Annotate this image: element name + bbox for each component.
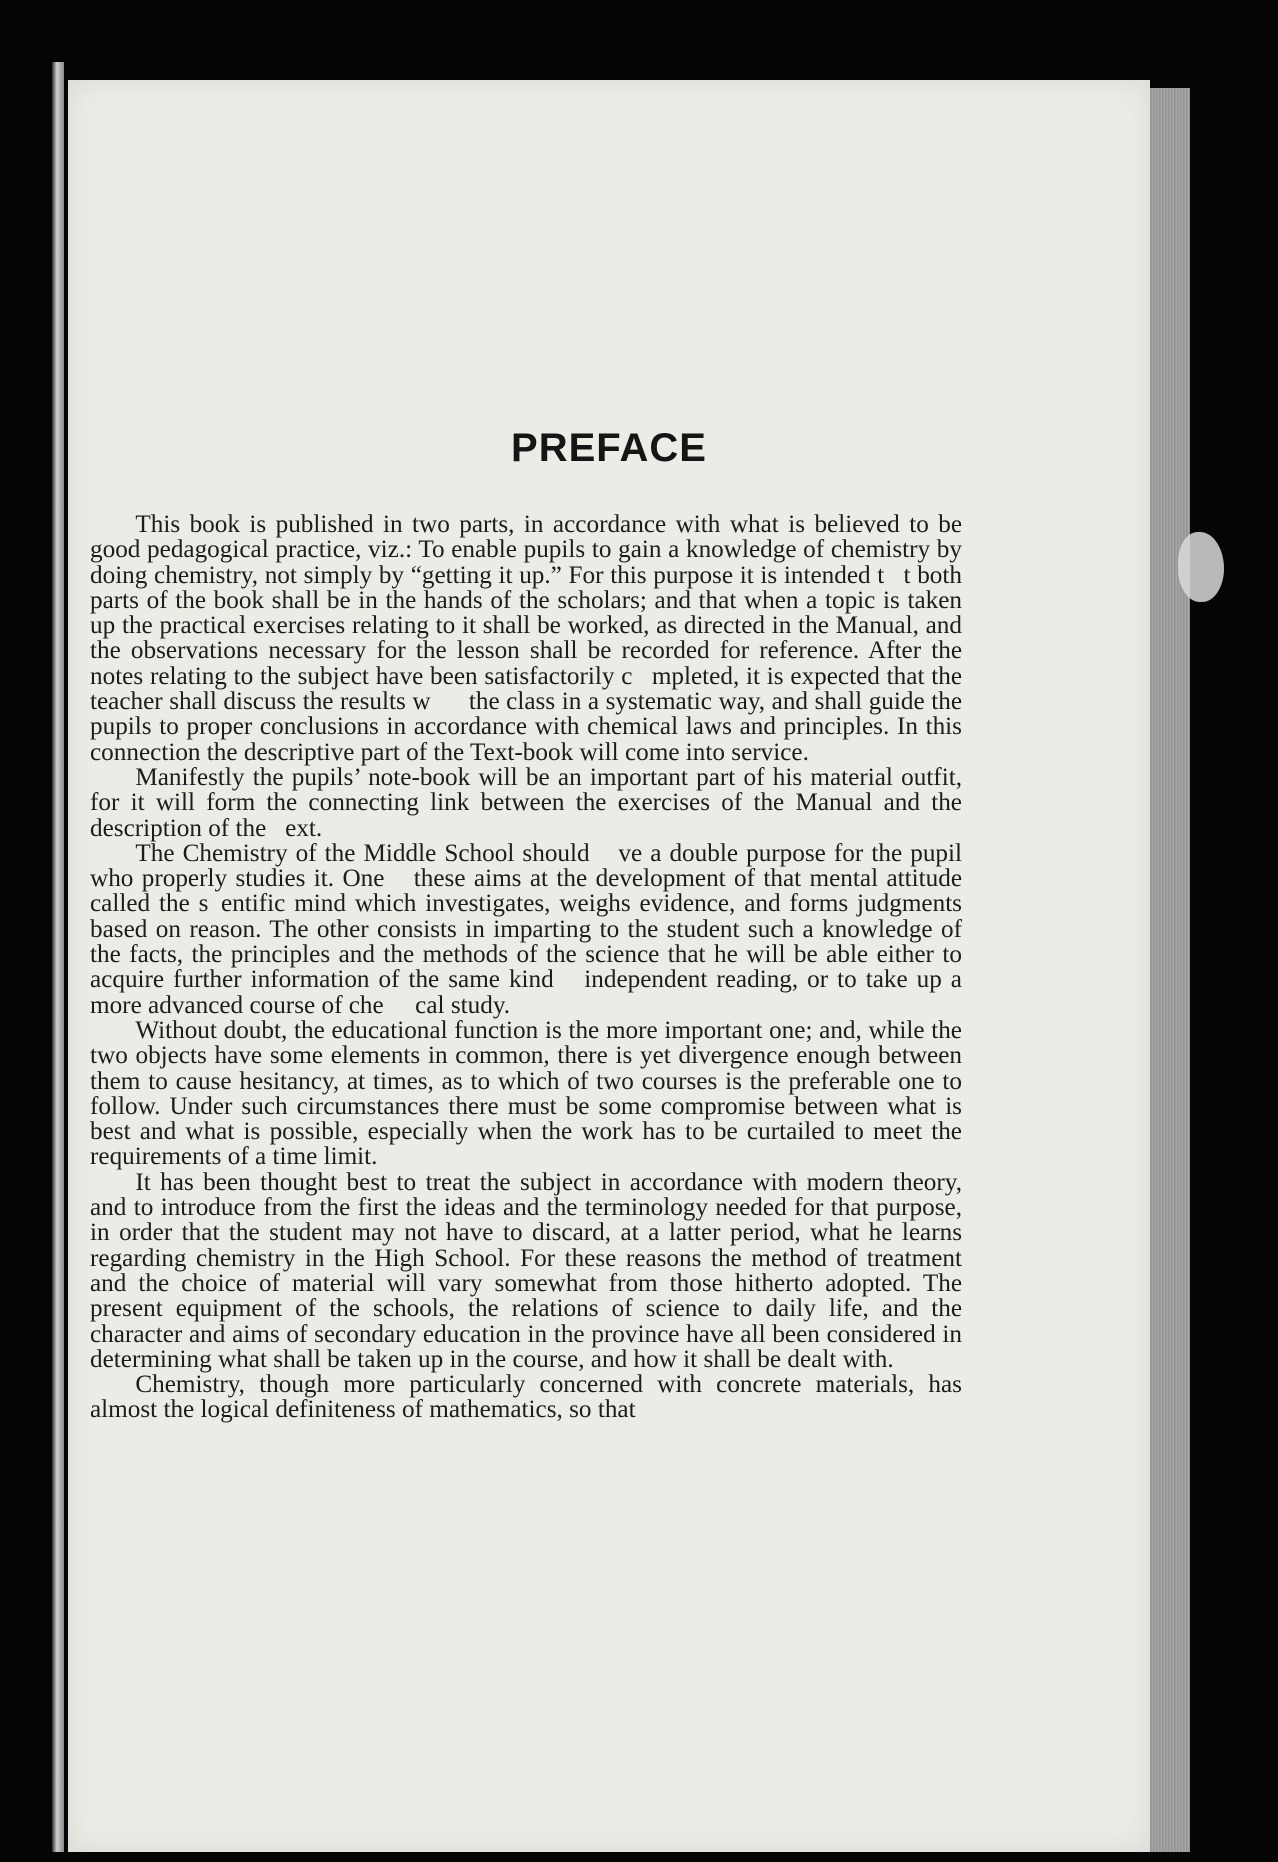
paragraph: Manifestly the pupils’ note-book will be an important part of his material outfit, for it will form the connecting link between the exercises of the Manual and the description of the ext. xyxy=(90,763,962,842)
page-sheet xyxy=(68,80,1150,1852)
scan-artifact xyxy=(1178,532,1224,602)
paragraph: Without doubt, the educational function is the more important one; and, while the two objects have some elements in common, there is yet divergence enough between them to cause hesitancy, at times, as to which of two courses is the preferable one to follow. Under such circumstances there must be some compromise between what is best and what is possible, especially when the work has to be curtailed to meet the requirements of a time limit. xyxy=(90,1016,962,1171)
paragraph: The Chemistry of the Middle School should ve a double purpose for the pupil who properly studies it. One these aims at the development of that mental attitude called the s entific mind which investigates, weighs evidence, and forms judgments based on reason. The other consists in imparting to the student such a knowledge of the facts, the principles and the methods of the science that he will be able either to acquire further information of the same kind independent reading, or to take up a more advanced course of che cal study. xyxy=(90,839,962,1019)
preface-body xyxy=(90,512,962,1423)
paragraph: Chemistry, though more particularly concerned with concrete materials, has almost the logical definiteness of mathematics, so that xyxy=(90,1371,962,1424)
paragraph: It has been thought best to treat the subject in accordance with modern theory, and to introduce from the first the ideas and the terminology needed for that purpose, in order that the student may not have to discard, at a latter period, what he learns regarding chemistry in the High School. For these reasons the method of treatment and the choice of material will vary somewhat from those hitherto adopted. The present equipment of the schools, the relations of science to daily life, and the character and aims of secondary education in the province have all been considered in determining what shall be taken up in the course, and how it shall be dealt with. xyxy=(90,1168,962,1373)
book-spine-edge xyxy=(52,62,64,1852)
paragraph: This book is published in two parts, in accordance with what is believed to be good pedagogical practice, viz.: To enable pupils to gain a knowledge of chemistry by doing chemistry, not simply by “getting it up.” For this purpose it is intended t t both parts of the book shall be in the hands of the scholars; and that when a topic is taken up the practical exercises relating to it shall be worked, as directed in the Manual, and the observations necessary for the lesson shall be recorded for reference. After the notes relating to the subject have been satisfactorily c mpleted, it is expected that the teacher shall discuss the results w the class in a systematic way, and shall guide the pupils to proper conclusions in accordance with chemical laws and principles. In this connection the descriptive part of the Text-book will come into service. xyxy=(90,511,962,766)
page-title: PREFACE xyxy=(511,426,707,470)
page-stack-edge xyxy=(1150,88,1190,1852)
